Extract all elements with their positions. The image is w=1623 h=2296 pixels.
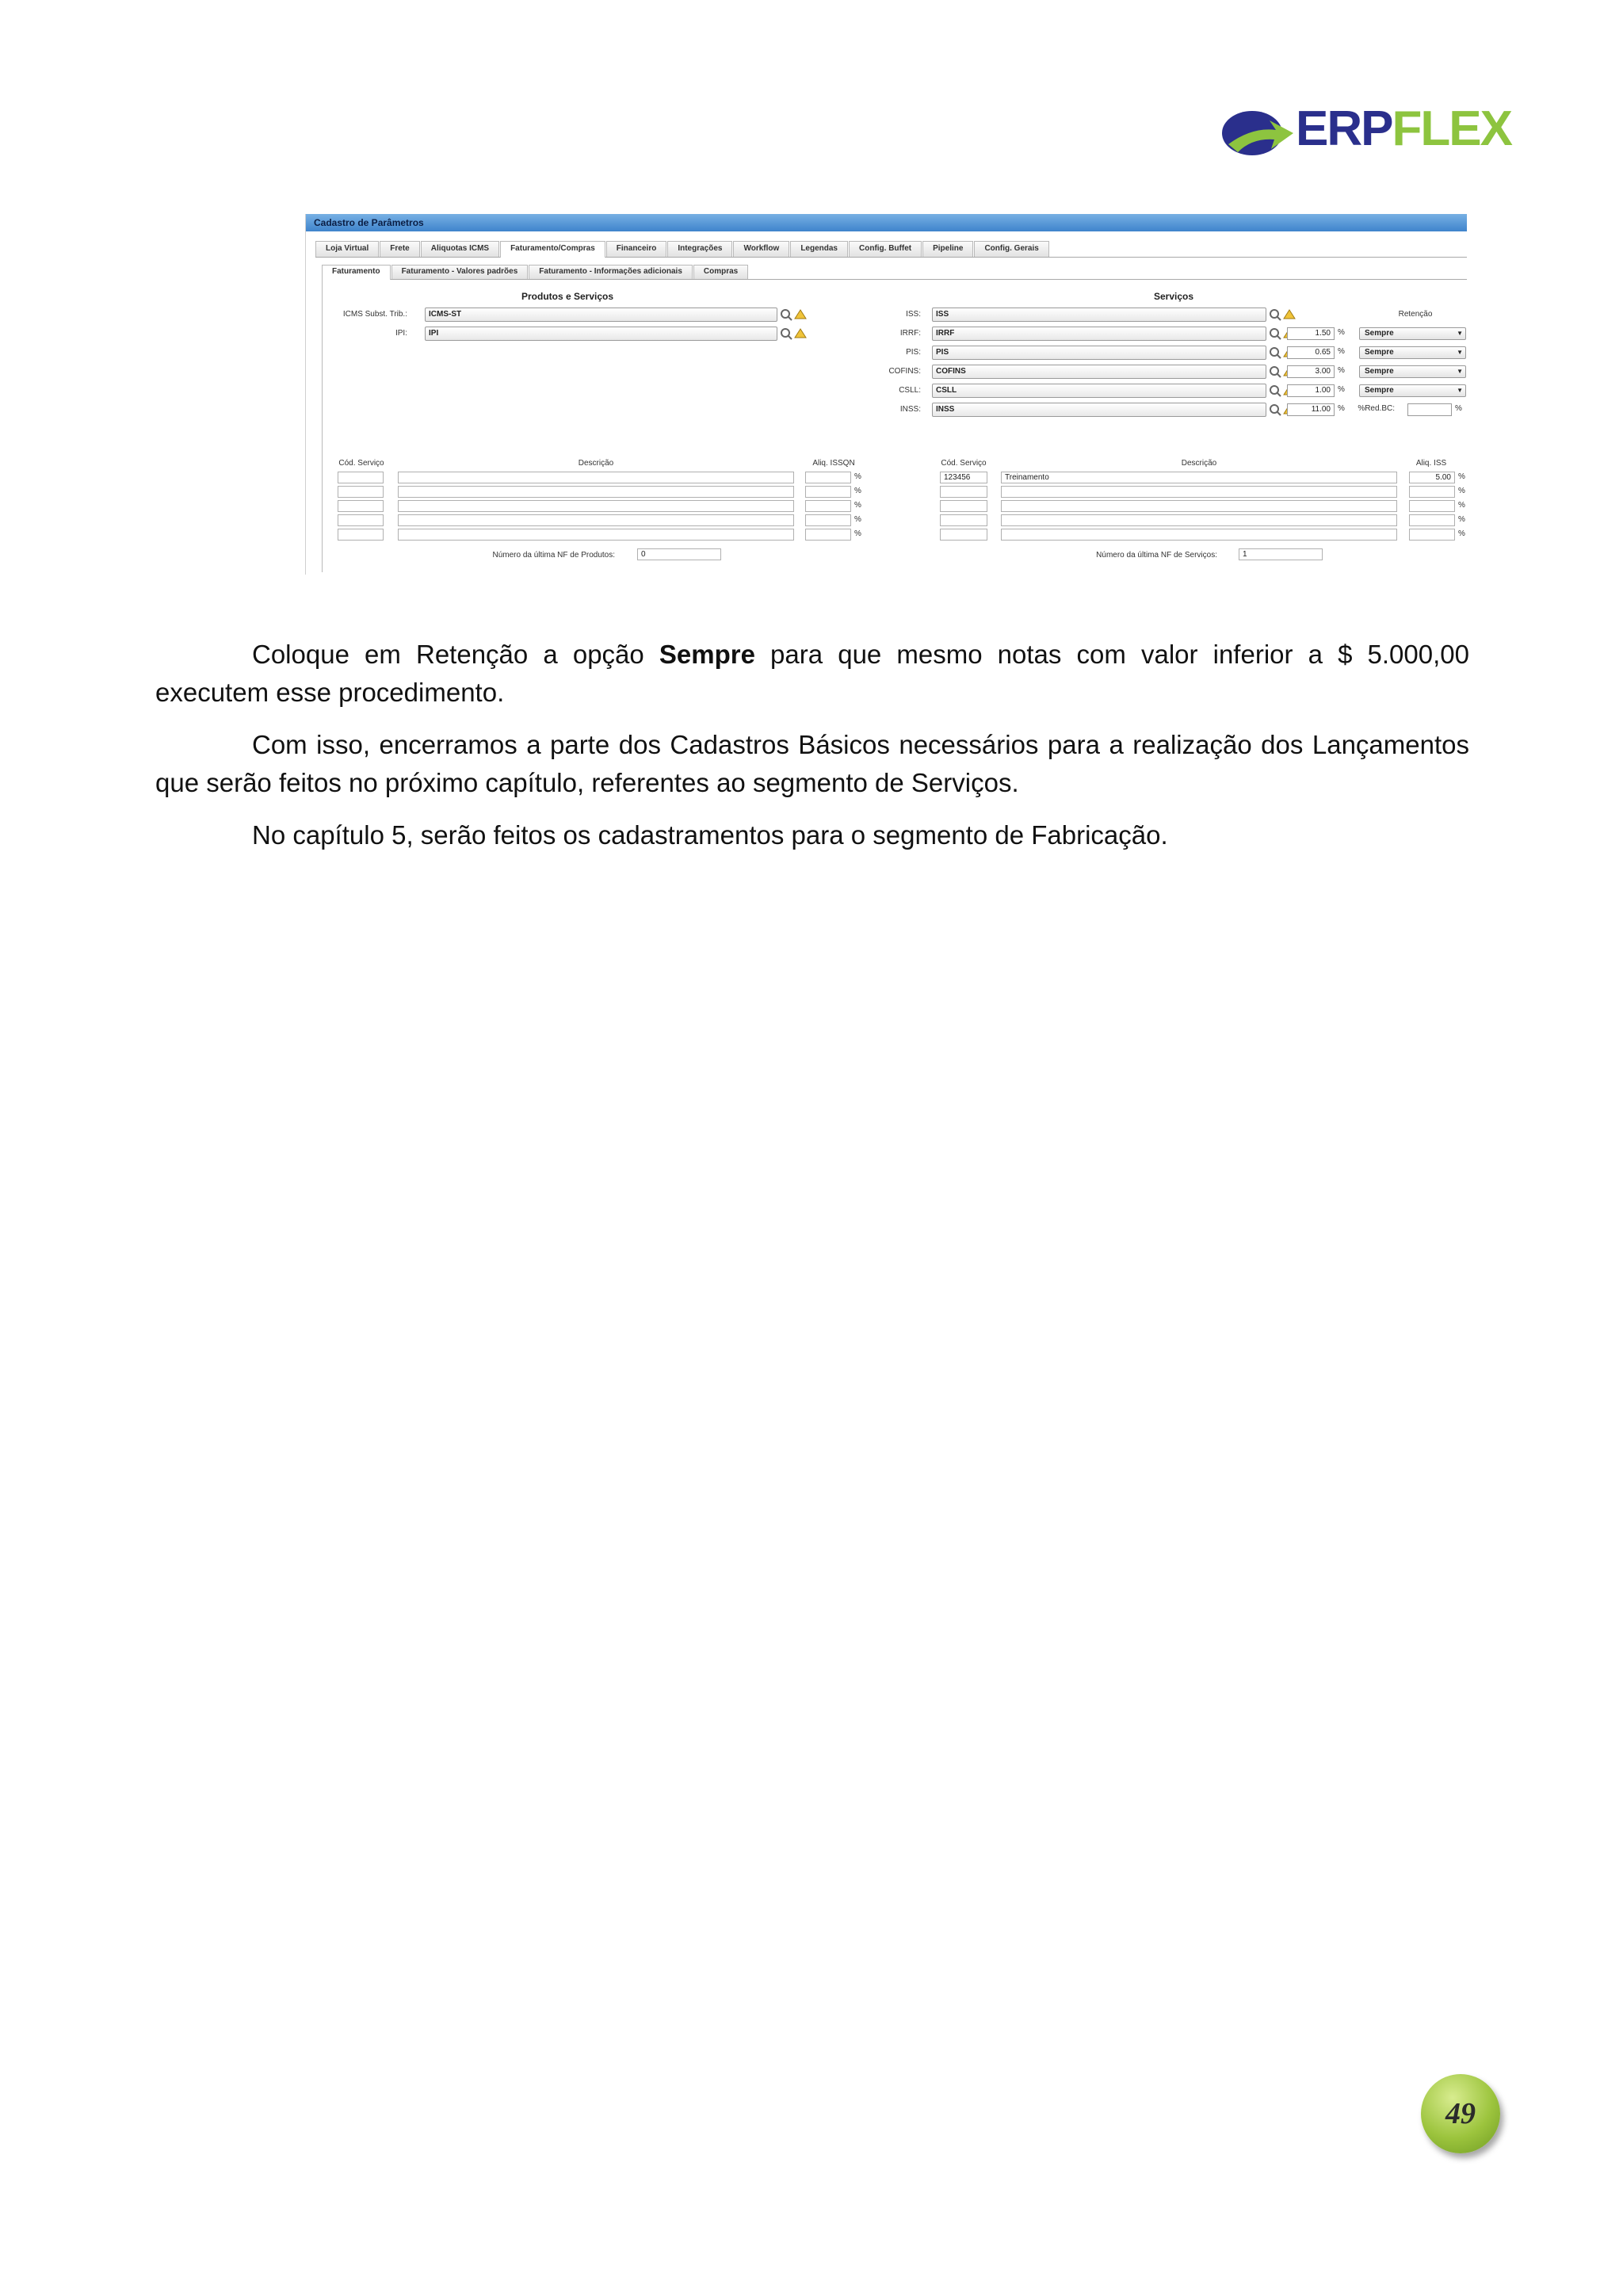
col-descricao: Descrição	[1181, 459, 1217, 468]
search-icon[interactable]	[779, 327, 793, 341]
dropdown-arrow-icon[interactable]: ▼	[1457, 387, 1463, 394]
irrf-field[interactable]: IRRF	[932, 327, 1266, 341]
pis-retencao-select[interactable]	[1359, 346, 1466, 359]
pct-sign: %	[854, 501, 861, 510]
pct-sign: %	[1458, 515, 1465, 524]
tab-loja-virtual[interactable]: Loja Virtual	[315, 241, 379, 257]
red-bc-label: %Red.BC:	[1358, 404, 1395, 413]
select-value: Sempre	[1365, 386, 1394, 395]
right-row-4-aliq[interactable]	[1409, 514, 1455, 526]
left-row-2-cod[interactable]	[338, 486, 384, 498]
col-aliq-iss: Aliq. ISS	[1415, 459, 1447, 468]
tab-config-gerais[interactable]: Config. Gerais	[974, 241, 1048, 257]
pct-sign: %	[1338, 328, 1345, 337]
inss-pct-input[interactable]: 11.00	[1287, 403, 1335, 416]
logo-swoosh-icon	[1220, 103, 1296, 166]
icms-st-label: ICMS Subst. Trib.:	[342, 310, 407, 319]
bold-sempre: Sempre	[659, 640, 755, 669]
cofins-pct-input[interactable]: 3.00	[1287, 365, 1335, 378]
logo-text: ERPFLEX	[1296, 101, 1511, 156]
right-row-5-desc[interactable]	[1001, 529, 1397, 541]
clear-icon[interactable]	[793, 308, 808, 322]
col-cod-servico: Cód. Serviço	[941, 459, 987, 468]
right-row-4-desc[interactable]	[1001, 514, 1397, 526]
cofins-field[interactable]: COFINS	[932, 365, 1266, 379]
page-number: 49	[1445, 2097, 1476, 2130]
parametros-window	[305, 214, 1467, 575]
pct-sign: %	[1338, 366, 1345, 375]
col-cod-servico: Cód. Serviço	[338, 459, 384, 468]
right-row-3-aliq[interactable]	[1409, 500, 1455, 512]
pis-field[interactable]: PIS	[932, 346, 1266, 360]
right-row-3-cod[interactable]	[940, 500, 987, 512]
right-row-1-cod[interactable]: 123456	[940, 472, 987, 483]
pct-sign: %	[854, 487, 861, 495]
search-icon[interactable]	[1268, 365, 1282, 379]
paragraph-3: No capítulo 5, serão feitos os cadastramentos para o segmento de Fabricação.	[252, 820, 1168, 850]
pct-sign: %	[1455, 404, 1462, 413]
subtab-faturamento[interactable]: Faturamento	[322, 265, 391, 280]
subtab-valores-padroes[interactable]: Faturamento - Valores padrões	[391, 265, 529, 279]
left-row-3-aliq[interactable]	[805, 500, 851, 512]
pct-sign: %	[1458, 472, 1465, 481]
clear-icon[interactable]	[793, 327, 808, 341]
right-row-4-cod[interactable]	[940, 514, 987, 526]
left-row-3-desc[interactable]	[398, 500, 794, 512]
search-icon[interactable]	[779, 308, 793, 322]
ultima-nf-servicos-label: Número da última NF de Serviços:	[1096, 551, 1217, 560]
inss-label: INSS:	[899, 405, 921, 414]
tab-frete[interactable]: Frete	[380, 241, 419, 257]
pct-sign: %	[1338, 385, 1345, 394]
tab-pipeline[interactable]: Pipeline	[922, 241, 973, 257]
window-title: Cadastro de Parâmetros	[306, 214, 1467, 231]
col-aliq-issqn: Aliq. ISSQN	[812, 459, 855, 468]
pct-sign: %	[854, 472, 861, 481]
right-row-2-aliq[interactable]	[1409, 486, 1455, 498]
subtab-informacoes-adicionais[interactable]: Faturamento - Informações adicionais	[529, 265, 693, 279]
left-row-5-desc[interactable]	[398, 529, 794, 541]
ipi-label: IPI:	[395, 329, 407, 338]
search-icon[interactable]	[1268, 308, 1282, 322]
select-value: Sempre	[1365, 348, 1394, 357]
tab-workflow[interactable]: Workflow	[733, 241, 789, 257]
tab-financeiro[interactable]: Financeiro	[606, 241, 667, 257]
select-value: Sempre	[1365, 367, 1394, 376]
irrf-retencao-select[interactable]	[1359, 327, 1466, 340]
cofins-retencao-select[interactable]	[1359, 365, 1466, 378]
ultima-nf-servicos-input[interactable]: 1	[1239, 548, 1323, 560]
search-icon[interactable]	[1268, 403, 1282, 417]
iss-field[interactable]: ISS	[932, 308, 1266, 322]
main-tabbar	[315, 241, 1467, 258]
sub-tabbar	[322, 265, 1467, 280]
right-row-3-desc[interactable]	[1001, 500, 1397, 512]
right-row-5-aliq[interactable]	[1409, 529, 1455, 541]
left-row-5-cod[interactable]	[338, 529, 384, 541]
left-row-4-cod[interactable]	[338, 514, 384, 526]
paragraph-2: Com isso, encerramos a parte dos Cadastros Básicos necessários para a realização dos Lançamentos que serão feitos no próximo capítulo, referentes ao segmento de Serviços.	[155, 730, 1469, 797]
dropdown-arrow-icon[interactable]: ▼	[1457, 368, 1463, 375]
search-icon[interactable]	[1268, 346, 1282, 360]
pct-sign: %	[1338, 347, 1345, 356]
search-icon[interactable]	[1268, 384, 1282, 398]
pct-sign: %	[1338, 404, 1345, 413]
tab-legendas[interactable]: Legendas	[790, 241, 848, 257]
right-row-1-aliq[interactable]: 5.00	[1409, 472, 1455, 483]
pct-sign: %	[854, 515, 861, 524]
left-row-5-aliq[interactable]	[805, 529, 851, 541]
ultima-nf-produtos-label: Número da última NF de Produtos:	[492, 551, 615, 560]
left-row-3-cod[interactable]	[338, 500, 384, 512]
paragraph-1: Coloque em Retenção a opção Sempre para que mesmo notas com valor inferior a $ 5.000,00 executem esse procedimento.	[155, 640, 1469, 707]
csll-pct-input[interactable]: 1.00	[1287, 384, 1335, 397]
produtos-servicos-header: Produtos e Serviços	[521, 291, 614, 302]
retencao-header: Retenção	[1398, 310, 1433, 319]
pct-sign: %	[1458, 487, 1465, 495]
cofins-label: COFINS:	[888, 367, 921, 376]
col-descricao: Descrição	[578, 459, 614, 468]
left-row-2-aliq[interactable]	[805, 486, 851, 498]
tab-faturamento-compras[interactable]: Faturamento/Compras	[500, 241, 605, 258]
icms-st-field[interactable]: ICMS-ST	[425, 308, 777, 322]
red-bc-input[interactable]	[1407, 403, 1452, 416]
right-row-5-cod[interactable]	[940, 529, 987, 541]
servicos-header: Serviços	[1154, 291, 1194, 302]
pct-sign: %	[1458, 501, 1465, 510]
csll-label: CSLL:	[899, 386, 921, 395]
left-row-4-desc[interactable]	[398, 514, 794, 526]
ipi-field[interactable]: IPI	[425, 327, 777, 341]
dropdown-arrow-icon[interactable]: ▼	[1457, 349, 1463, 356]
tab-config-buffet[interactable]: Config. Buffet	[849, 241, 922, 257]
search-icon[interactable]	[1268, 327, 1282, 341]
pis-label: PIS:	[906, 348, 921, 357]
clear-icon[interactable]	[1282, 308, 1296, 322]
tab-aliquotas-icms[interactable]: Aliquotas ICMS	[421, 241, 499, 257]
subtab-compras[interactable]: Compras	[693, 265, 748, 279]
inss-field[interactable]: INSS	[932, 403, 1266, 417]
dropdown-arrow-icon[interactable]: ▼	[1457, 330, 1463, 337]
pct-sign: %	[1458, 529, 1465, 538]
tab-integracoes[interactable]: Integrações	[667, 241, 732, 257]
right-row-2-cod[interactable]	[940, 486, 987, 498]
left-row-1-aliq[interactable]	[805, 472, 851, 483]
left-row-1-cod[interactable]	[338, 472, 384, 483]
csll-retencao-select[interactable]	[1359, 384, 1466, 397]
ultima-nf-produtos-input[interactable]: 0	[637, 548, 721, 560]
erpflex-logo	[1220, 95, 1511, 166]
left-row-4-aliq[interactable]	[805, 514, 851, 526]
pct-sign: %	[854, 529, 861, 538]
pis-pct-input[interactable]: 0.65	[1287, 346, 1335, 359]
right-row-2-desc[interactable]	[1001, 486, 1397, 498]
irrf-label: IRRF:	[899, 329, 921, 338]
panel-border	[322, 279, 323, 572]
select-value: Sempre	[1365, 329, 1394, 338]
irrf-pct-input[interactable]: 1.50	[1287, 327, 1335, 340]
right-row-1-desc[interactable]: Treinamento	[1001, 472, 1397, 483]
csll-field[interactable]: CSLL	[932, 384, 1266, 398]
page-number-badge	[1421, 2074, 1500, 2153]
iss-label: ISS:	[906, 310, 921, 319]
left-row-2-desc[interactable]	[398, 486, 794, 498]
left-row-1-desc[interactable]	[398, 472, 794, 483]
